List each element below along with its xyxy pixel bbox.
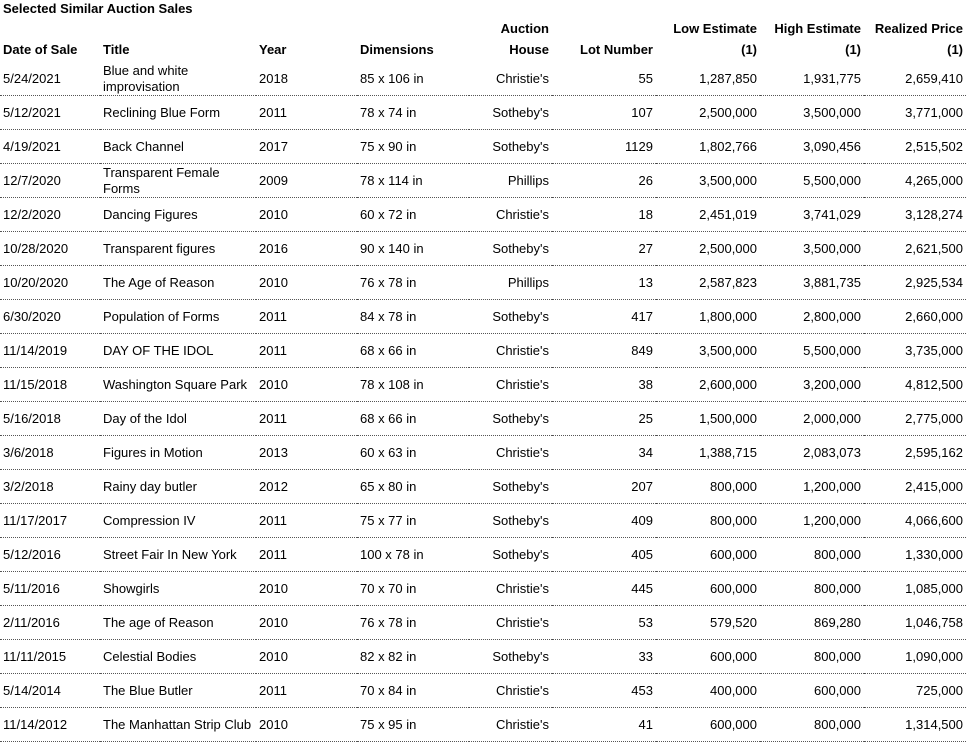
cell-auction-house: Christie's <box>469 334 552 368</box>
cell-realized-price: 3,128,274 <box>864 198 966 232</box>
cell-dimensions: 78 x 114 in <box>357 164 469 198</box>
table-row <box>0 198 966 232</box>
table-row <box>0 572 966 606</box>
cell-dimensions: 68 x 66 in <box>357 334 469 368</box>
cell-low-estimate: 2,500,000 <box>656 96 760 130</box>
cell-realized-price: 2,515,502 <box>864 130 966 164</box>
cell-year: 2011 <box>256 96 357 130</box>
col-header-year: Year <box>259 42 287 57</box>
cell-high-estimate: 800,000 <box>760 708 864 742</box>
col-header-realized-price: Realized Price (1) <box>874 21 963 57</box>
table-row <box>0 470 966 504</box>
cell-dimensions: 75 x 77 in <box>357 504 469 538</box>
cell-title: Back Channel <box>100 130 256 164</box>
cell-realized-price: 4,265,000 <box>864 164 966 198</box>
col-header-low-estimate: Low Estimate (1) <box>673 21 757 57</box>
cell-date-of-sale: 5/12/2016 <box>0 538 100 572</box>
cell-lot-number: 107 <box>552 96 656 130</box>
cell-dimensions: 60 x 63 in <box>357 436 469 470</box>
cell-date-of-sale: 5/16/2018 <box>0 402 100 436</box>
cell-low-estimate: 1,800,000 <box>656 300 760 334</box>
cell-lot-number: 207 <box>552 470 656 504</box>
cell-lot-number: 27 <box>552 232 656 266</box>
cell-dimensions: 76 x 78 in <box>357 266 469 300</box>
cell-lot-number: 26 <box>552 164 656 198</box>
col-header-date: Date of Sale <box>3 42 78 57</box>
cell-year: 2010 <box>256 368 357 402</box>
cell-low-estimate: 600,000 <box>656 572 760 606</box>
cell-title: Day of the Idol <box>100 402 256 436</box>
cell-auction-house: Christie's <box>469 436 552 470</box>
cell-auction-house: Sotheby's <box>469 130 552 164</box>
col-header-auction-house: Auction House <box>500 21 549 57</box>
cell-realized-price: 3,735,000 <box>864 334 966 368</box>
cell-year: 2009 <box>256 164 357 198</box>
cell-lot-number: 405 <box>552 538 656 572</box>
cell-realized-price: 2,775,000 <box>864 402 966 436</box>
cell-high-estimate: 3,741,029 <box>760 198 864 232</box>
cell-dimensions: 90 x 140 in <box>357 232 469 266</box>
cell-year: 2013 <box>256 436 357 470</box>
cell-date-of-sale: 4/19/2021 <box>0 130 100 164</box>
col-header-dimensions: Dimensions <box>360 42 434 57</box>
cell-year: 2017 <box>256 130 357 164</box>
cell-realized-price: 2,660,000 <box>864 300 966 334</box>
cell-auction-house: Christie's <box>469 606 552 640</box>
cell-dimensions: 84 x 78 in <box>357 300 469 334</box>
cell-auction-house: Sotheby's <box>469 538 552 572</box>
cell-date-of-sale: 11/15/2018 <box>0 368 100 402</box>
cell-title: Washington Square Park <box>100 368 256 402</box>
cell-high-estimate: 5,500,000 <box>760 334 864 368</box>
cell-date-of-sale: 10/28/2020 <box>0 232 100 266</box>
cell-realized-price: 4,066,600 <box>864 504 966 538</box>
table-row <box>0 708 966 742</box>
cell-low-estimate: 2,600,000 <box>656 368 760 402</box>
cell-dimensions: 75 x 90 in <box>357 130 469 164</box>
table-row <box>0 164 966 198</box>
cell-title: Transparent Female Forms <box>100 164 256 198</box>
cell-high-estimate: 2,083,073 <box>760 436 864 470</box>
cell-low-estimate: 2,587,823 <box>656 266 760 300</box>
cell-title: Blue and white improvisation <box>100 62 256 96</box>
cell-title: Reclining Blue Form <box>100 96 256 130</box>
cell-year: 2011 <box>256 504 357 538</box>
cell-low-estimate: 800,000 <box>656 504 760 538</box>
table-row <box>0 368 966 402</box>
cell-year: 2010 <box>256 198 357 232</box>
cell-year: 2010 <box>256 266 357 300</box>
cell-year: 2018 <box>256 62 357 96</box>
cell-year: 2011 <box>256 538 357 572</box>
cell-date-of-sale: 11/14/2019 <box>0 334 100 368</box>
cell-title: Celestial Bodies <box>100 640 256 674</box>
cell-lot-number: 41 <box>552 708 656 742</box>
cell-auction-house: Phillips <box>469 266 552 300</box>
cell-lot-number: 34 <box>552 436 656 470</box>
cell-low-estimate: 400,000 <box>656 674 760 708</box>
cell-title: Transparent figures <box>100 232 256 266</box>
cell-high-estimate: 3,090,456 <box>760 130 864 164</box>
table-row <box>0 640 966 674</box>
cell-date-of-sale: 11/17/2017 <box>0 504 100 538</box>
cell-auction-house: Sotheby's <box>469 300 552 334</box>
cell-title: Population of Forms <box>100 300 256 334</box>
cell-title: Showgirls <box>100 572 256 606</box>
table-row <box>0 504 966 538</box>
cell-dimensions: 60 x 72 in <box>357 198 469 232</box>
cell-high-estimate: 600,000 <box>760 674 864 708</box>
table-row <box>0 232 966 266</box>
cell-title: The Blue Butler <box>100 674 256 708</box>
table-row <box>0 538 966 572</box>
cell-year: 2011 <box>256 402 357 436</box>
cell-title: Figures in Motion <box>100 436 256 470</box>
cell-title: The Manhattan Strip Club <box>100 708 256 742</box>
cell-date-of-sale: 11/14/2012 <box>0 708 100 742</box>
table-caption: Selected Similar Auction Sales <box>3 1 193 16</box>
cell-low-estimate: 2,451,019 <box>656 198 760 232</box>
cell-title: Street Fair In New York <box>100 538 256 572</box>
cell-realized-price: 3,771,000 <box>864 96 966 130</box>
cell-realized-price: 2,621,500 <box>864 232 966 266</box>
cell-lot-number: 53 <box>552 606 656 640</box>
cell-auction-house: Christie's <box>469 708 552 742</box>
cell-lot-number: 18 <box>552 198 656 232</box>
table-body <box>0 62 966 742</box>
cell-high-estimate: 1,931,775 <box>760 62 864 96</box>
cell-dimensions: 78 x 74 in <box>357 96 469 130</box>
cell-title: Compression IV <box>100 504 256 538</box>
cell-date-of-sale: 2/11/2016 <box>0 606 100 640</box>
header-row <box>0 18 966 62</box>
cell-lot-number: 55 <box>552 62 656 96</box>
col-header-high-estimate: High Estimate (1) <box>774 21 861 57</box>
cell-high-estimate: 1,200,000 <box>760 504 864 538</box>
cell-year: 2016 <box>256 232 357 266</box>
table-row <box>0 436 966 470</box>
cell-low-estimate: 3,500,000 <box>656 334 760 368</box>
cell-low-estimate: 1,802,766 <box>656 130 760 164</box>
cell-year: 2011 <box>256 300 357 334</box>
cell-low-estimate: 3,500,000 <box>656 164 760 198</box>
cell-lot-number: 453 <box>552 674 656 708</box>
cell-realized-price: 1,046,758 <box>864 606 966 640</box>
cell-lot-number: 417 <box>552 300 656 334</box>
cell-realized-price: 2,925,534 <box>864 266 966 300</box>
cell-lot-number: 849 <box>552 334 656 368</box>
cell-date-of-sale: 12/7/2020 <box>0 164 100 198</box>
table-row <box>0 334 966 368</box>
table-row <box>0 300 966 334</box>
cell-dimensions: 100 x 78 in <box>357 538 469 572</box>
cell-title: The Age of Reason <box>100 266 256 300</box>
cell-year: 2011 <box>256 674 357 708</box>
cell-realized-price: 2,595,162 <box>864 436 966 470</box>
col-header-title: Title <box>103 42 130 57</box>
cell-high-estimate: 2,800,000 <box>760 300 864 334</box>
table-row <box>0 62 966 96</box>
cell-date-of-sale: 3/2/2018 <box>0 470 100 504</box>
cell-auction-house: Sotheby's <box>469 470 552 504</box>
cell-dimensions: 85 x 106 in <box>357 62 469 96</box>
auction-sales-table <box>0 18 966 742</box>
cell-high-estimate: 800,000 <box>760 538 864 572</box>
table-row <box>0 96 966 130</box>
cell-high-estimate: 5,500,000 <box>760 164 864 198</box>
cell-lot-number: 13 <box>552 266 656 300</box>
table-row <box>0 674 966 708</box>
cell-low-estimate: 600,000 <box>656 708 760 742</box>
cell-lot-number: 409 <box>552 504 656 538</box>
cell-title: The age of Reason <box>100 606 256 640</box>
cell-high-estimate: 869,280 <box>760 606 864 640</box>
cell-realized-price: 725,000 <box>864 674 966 708</box>
cell-year: 2011 <box>256 334 357 368</box>
cell-high-estimate: 3,500,000 <box>760 96 864 130</box>
cell-auction-house: Sotheby's <box>469 402 552 436</box>
cell-title: Rainy day butler <box>100 470 256 504</box>
cell-year: 2012 <box>256 470 357 504</box>
cell-auction-house: Christie's <box>469 62 552 96</box>
cell-realized-price: 2,659,410 <box>864 62 966 96</box>
cell-dimensions: 78 x 108 in <box>357 368 469 402</box>
cell-date-of-sale: 5/24/2021 <box>0 62 100 96</box>
cell-date-of-sale: 10/20/2020 <box>0 266 100 300</box>
cell-date-of-sale: 5/12/2021 <box>0 96 100 130</box>
cell-auction-house: Sotheby's <box>469 504 552 538</box>
cell-realized-price: 1,330,000 <box>864 538 966 572</box>
cell-date-of-sale: 3/6/2018 <box>0 436 100 470</box>
cell-realized-price: 2,415,000 <box>864 470 966 504</box>
cell-dimensions: 82 x 82 in <box>357 640 469 674</box>
cell-low-estimate: 2,500,000 <box>656 232 760 266</box>
col-header-lot-number: Lot Number <box>580 42 653 57</box>
cell-year: 2010 <box>256 572 357 606</box>
cell-dimensions: 75 x 95 in <box>357 708 469 742</box>
cell-auction-house: Sotheby's <box>469 232 552 266</box>
cell-year: 2010 <box>256 606 357 640</box>
cell-lot-number: 445 <box>552 572 656 606</box>
cell-auction-house: Christie's <box>469 198 552 232</box>
cell-dimensions: 65 x 80 in <box>357 470 469 504</box>
cell-low-estimate: 1,388,715 <box>656 436 760 470</box>
cell-high-estimate: 800,000 <box>760 572 864 606</box>
cell-low-estimate: 579,520 <box>656 606 760 640</box>
cell-high-estimate: 800,000 <box>760 640 864 674</box>
cell-date-of-sale: 12/2/2020 <box>0 198 100 232</box>
cell-date-of-sale: 5/11/2016 <box>0 572 100 606</box>
cell-realized-price: 4,812,500 <box>864 368 966 402</box>
cell-low-estimate: 800,000 <box>656 470 760 504</box>
cell-high-estimate: 1,200,000 <box>760 470 864 504</box>
cell-realized-price: 1,085,000 <box>864 572 966 606</box>
cell-realized-price: 1,090,000 <box>864 640 966 674</box>
cell-date-of-sale: 5/14/2014 <box>0 674 100 708</box>
cell-dimensions: 70 x 84 in <box>357 674 469 708</box>
cell-lot-number: 38 <box>552 368 656 402</box>
table-row <box>0 130 966 164</box>
cell-year: 2010 <box>256 708 357 742</box>
cell-low-estimate: 600,000 <box>656 640 760 674</box>
cell-high-estimate: 3,500,000 <box>760 232 864 266</box>
cell-lot-number: 33 <box>552 640 656 674</box>
cell-high-estimate: 2,000,000 <box>760 402 864 436</box>
cell-realized-price: 1,314,500 <box>864 708 966 742</box>
cell-date-of-sale: 11/11/2015 <box>0 640 100 674</box>
cell-year: 2010 <box>256 640 357 674</box>
cell-lot-number: 25 <box>552 402 656 436</box>
cell-low-estimate: 600,000 <box>656 538 760 572</box>
cell-auction-house: Christie's <box>469 368 552 402</box>
cell-auction-house: Phillips <box>469 164 552 198</box>
cell-high-estimate: 3,200,000 <box>760 368 864 402</box>
cell-title: DAY OF THE IDOL <box>100 334 256 368</box>
table-row <box>0 402 966 436</box>
table-row <box>0 606 966 640</box>
cell-auction-house: Christie's <box>469 572 552 606</box>
cell-dimensions: 76 x 78 in <box>357 606 469 640</box>
cell-auction-house: Sotheby's <box>469 96 552 130</box>
cell-auction-house: Sotheby's <box>469 640 552 674</box>
cell-date-of-sale: 6/30/2020 <box>0 300 100 334</box>
table-row <box>0 266 966 300</box>
cell-title: Dancing Figures <box>100 198 256 232</box>
cell-high-estimate: 3,881,735 <box>760 266 864 300</box>
cell-low-estimate: 1,500,000 <box>656 402 760 436</box>
cell-dimensions: 68 x 66 in <box>357 402 469 436</box>
cell-auction-house: Christie's <box>469 674 552 708</box>
cell-low-estimate: 1,287,850 <box>656 62 760 96</box>
cell-lot-number: 1129 <box>552 130 656 164</box>
cell-dimensions: 70 x 70 in <box>357 572 469 606</box>
